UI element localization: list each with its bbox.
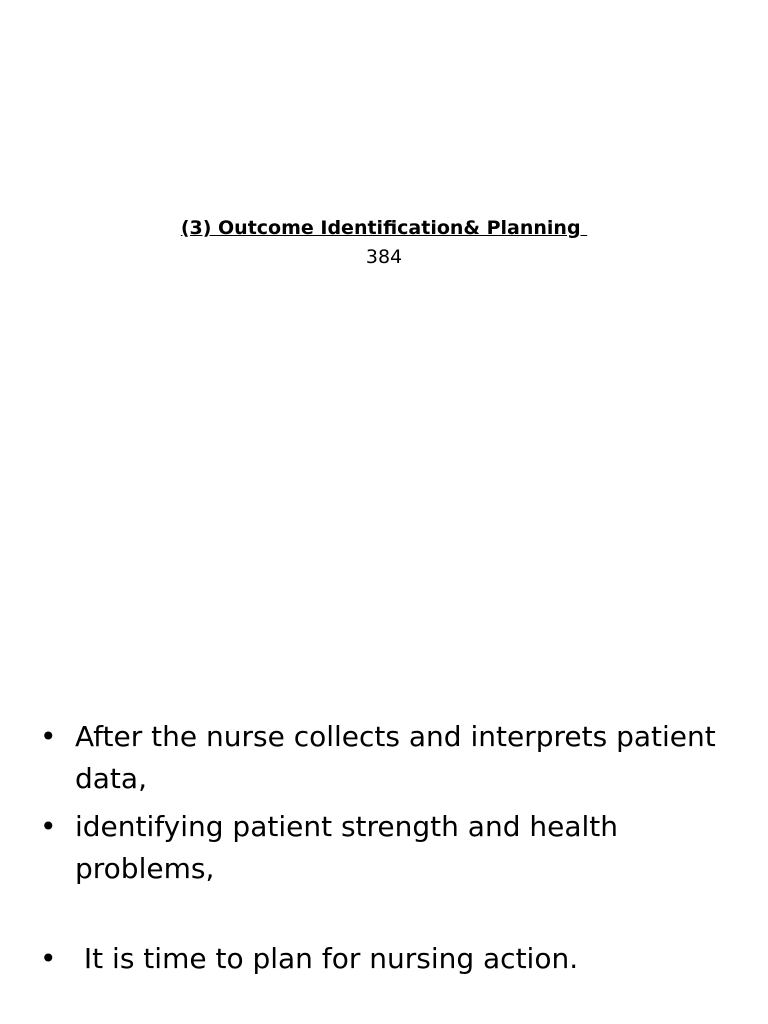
bullet-dot-icon: • <box>40 720 57 753</box>
slide-subtitle: 384 <box>365 246 403 268</box>
bullet-text: identifying patient strength and health problems, <box>75 810 619 885</box>
bullet-text: After the nurse collects and interprets patient data, <box>75 720 716 795</box>
bullet-item <box>38 806 738 890</box>
bullet-dot-icon: • <box>40 810 57 843</box>
bullet-dot-icon: • <box>40 942 57 975</box>
bullet-item <box>38 716 738 800</box>
bullet-item <box>38 938 738 980</box>
slide-title: (3) Outcome Identification& Planning <box>180 217 588 239</box>
bullet-list <box>38 716 738 980</box>
bullet-text: It is time to plan for nursing action. <box>75 942 579 975</box>
title-block <box>0 214 768 272</box>
